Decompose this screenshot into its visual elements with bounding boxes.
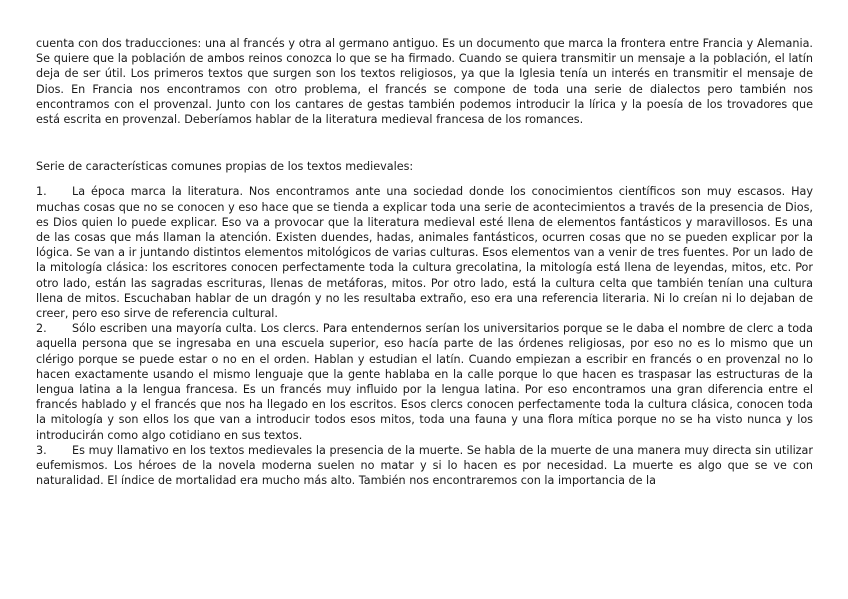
document-page	[36, 36, 813, 488]
list-item-text: La época marca la literatura. Nos encontramos ante una sociedad donde los conocimientos científicos son muy escasos. Hay muchas cosas que no se conocen y eso hace que se tienda a explicar toda una serie de acontecimientos a través de la presencia de Dios, es Dios quien lo puede explicar. Eso va a provocar que la literatura medieval esté llena de elementos fantásticos y maravillosos. Es una de las cosas que más llaman la atención. Existen duendes, hadas, animales fantásticos, ocurren cosas que no se pueden explicar por la lógica. Se van a ir juntando distintos elementos mitológicos de varias culturas. Esos elementos van a venir de tres fuentes. Por un lado de la mitología clásica: los escritores conocen perfectamente toda la cultura grecolatina, la mitología está llena de leyendas, mitos, etc. Por otro lado, están las sagradas escrituras, llenas de metáforas, mitos. Por otro lado, está la cultura celta que también tenían una cultura llena de mitos. Escuchaban hablar de un dragón y no les resultaba extraño, eso era una referencia literaria. Ni lo creían ni lo dejaban de creer, pero eso sirve de referencia cultural.	[36, 185, 813, 321]
list-item-number: 1.	[36, 185, 47, 199]
characteristics-list	[36, 184, 813, 488]
list-item-text: Sólo escriben una mayoría culta. Los clercs. Para entendernos serían los universitarios porque se le daba el nombre de clerc a toda aquella persona que se ingresaba en una escuela superior, eso hacía parte de las órdenes religiosas, por eso no es lo mismo que un clérigo porque se puede estar o no en el orden. Hablan y estudian el latín. Cuando empiezan a escribir en francés o en provenzal no lo hacen exactamente usando el mismo lenguaje que la gente hablaba en la calle porque lo que hacen es traspasar las estructuras de la lengua latina a la lengua francesa. Es un francés muy influido por la lengua latina. Por eso encontramos una gran diferencia entre el francés hablado y el francés que nos ha llegado en los escritos. Esos clercs conocen perfectamente toda la cultura clásica, conocen toda la mitología y son ellos los que van a introducir todos esos mitos, toda una fauna y una flora mítica porque no se ha visto nunca y los introducirán como algo cotidiano en sus textos.	[36, 322, 813, 442]
list-item-number: 2.	[36, 322, 47, 336]
intro-paragraph: cuenta con dos traducciones: una al francés y otra al germano antiguo. Es un documento que marca la frontera entre Francia y Alemania. Se quiere que la población de ambos reinos conozca lo que se ha firmado. Cuando se quiera transmitir un mensaje a la población, el latín deja de ser útil. Los primeros textos que surgen son los textos religiosos, ya que la Iglesia tenía un interés en transmitir el mensaje de Dios. En Francia nos encontramos con otro problema, el francés se compone de toda una serie de dialectos pero también nos encontramos con el provenzal. Junto con los cantares de gestas también podemos introducir la lírica y la poesía de los trovadores que está escrita en provenzal. Deberíamos hablar de la literatura medieval francesa de los romances.	[36, 37, 813, 127]
list-item	[36, 443, 813, 489]
section-heading: Serie de características comunes propias de los textos medievales:	[36, 160, 414, 174]
list-item-text: Es muy llamativo en los textos medievales la presencia de la muerte. Se habla de la muerte de una manera muy directa sin utilizar eufemismos. Los héroes de la novela moderna suelen no matar y si lo hacen es por necesidad. La muerte es algo que se ve con naturalidad. El índice de mortalidad era mucho más alto. También nos encontraremos con la importancia de la	[36, 443, 813, 488]
list-item	[36, 321, 813, 443]
list-item-number: 3.	[36, 443, 47, 457]
list-item	[36, 184, 813, 321]
